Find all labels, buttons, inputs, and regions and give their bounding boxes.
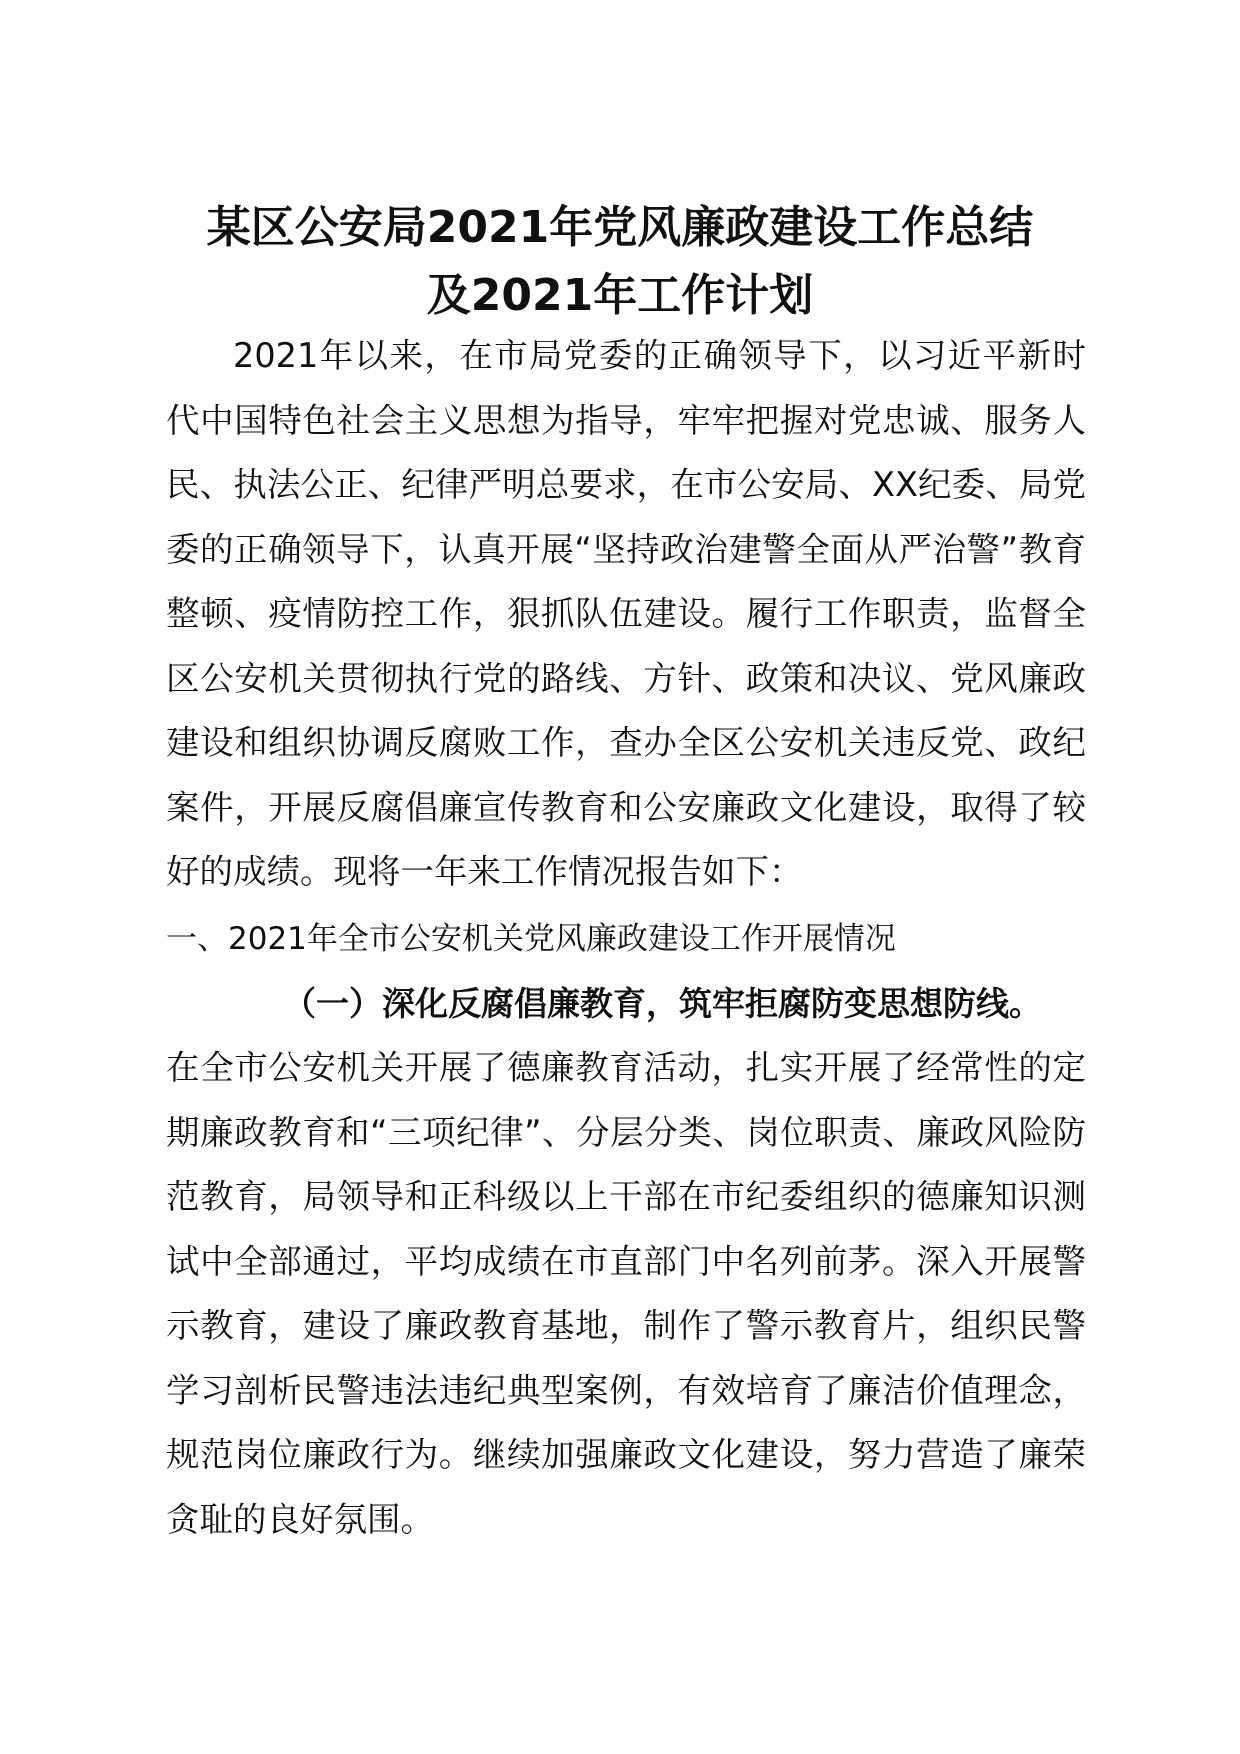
subsection-heading: （一）深化反腐倡廉教育，筑牢拒腐防变思想防线。	[283, 984, 1042, 1023]
section-heading: 一、2021年全市公安机关党风廉政建设工作开展情况	[166, 921, 896, 957]
document-title-line-1: 某区公安局2021年党风廉政建设工作总结	[206, 202, 1034, 253]
document-title-line-2: 及2021年工作计划	[426, 270, 814, 321]
intro-paragraph: 2021年以来，在市局党委的正确领导下，以习近平新时代中国特色社会主义思想为指导，牢牢把握对党忠诚、服务人民、执法公正、纪律严明总要求，在市公安局、XX纪委、局党委的正确领导下，认真开展“坚持政治建警全面从严治警”教育整顿、疫情防控工作，狠抓队伍建设。履行工作职责，监督全区公安机关贯彻执行党的路线、方针、政策和决议、党风廉政建设和组织协调反腐败工作，查办全区公安机关违反党、政纪案件，开展反腐倡廉宣传教育和公安廉政文化建设，取得了较好的成绩。现将一年来工作情况报告如下：	[166, 336, 1086, 891]
subsection-paragraph: 在全市公安机关开展了德廉教育活动，扎实开展了经常性的定期廉政教育和“三项纪律”、分层分类、岗位职责、廉政风险防范教育，局领导和正科级以上干部在市纪委组织的德廉知识测试中全部通过，平均成绩在市直部门中名列前茅。深入开展警示教育，建设了廉政教育基地，制作了警示教育片，组织民警学习剖析民警违法违纪典型案例，有效培育了廉洁价值理念，规范岗位廉政行为。继续加强廉政文化建设，努力营造了廉荣贪耻的良好氛围。	[166, 1048, 1086, 1539]
